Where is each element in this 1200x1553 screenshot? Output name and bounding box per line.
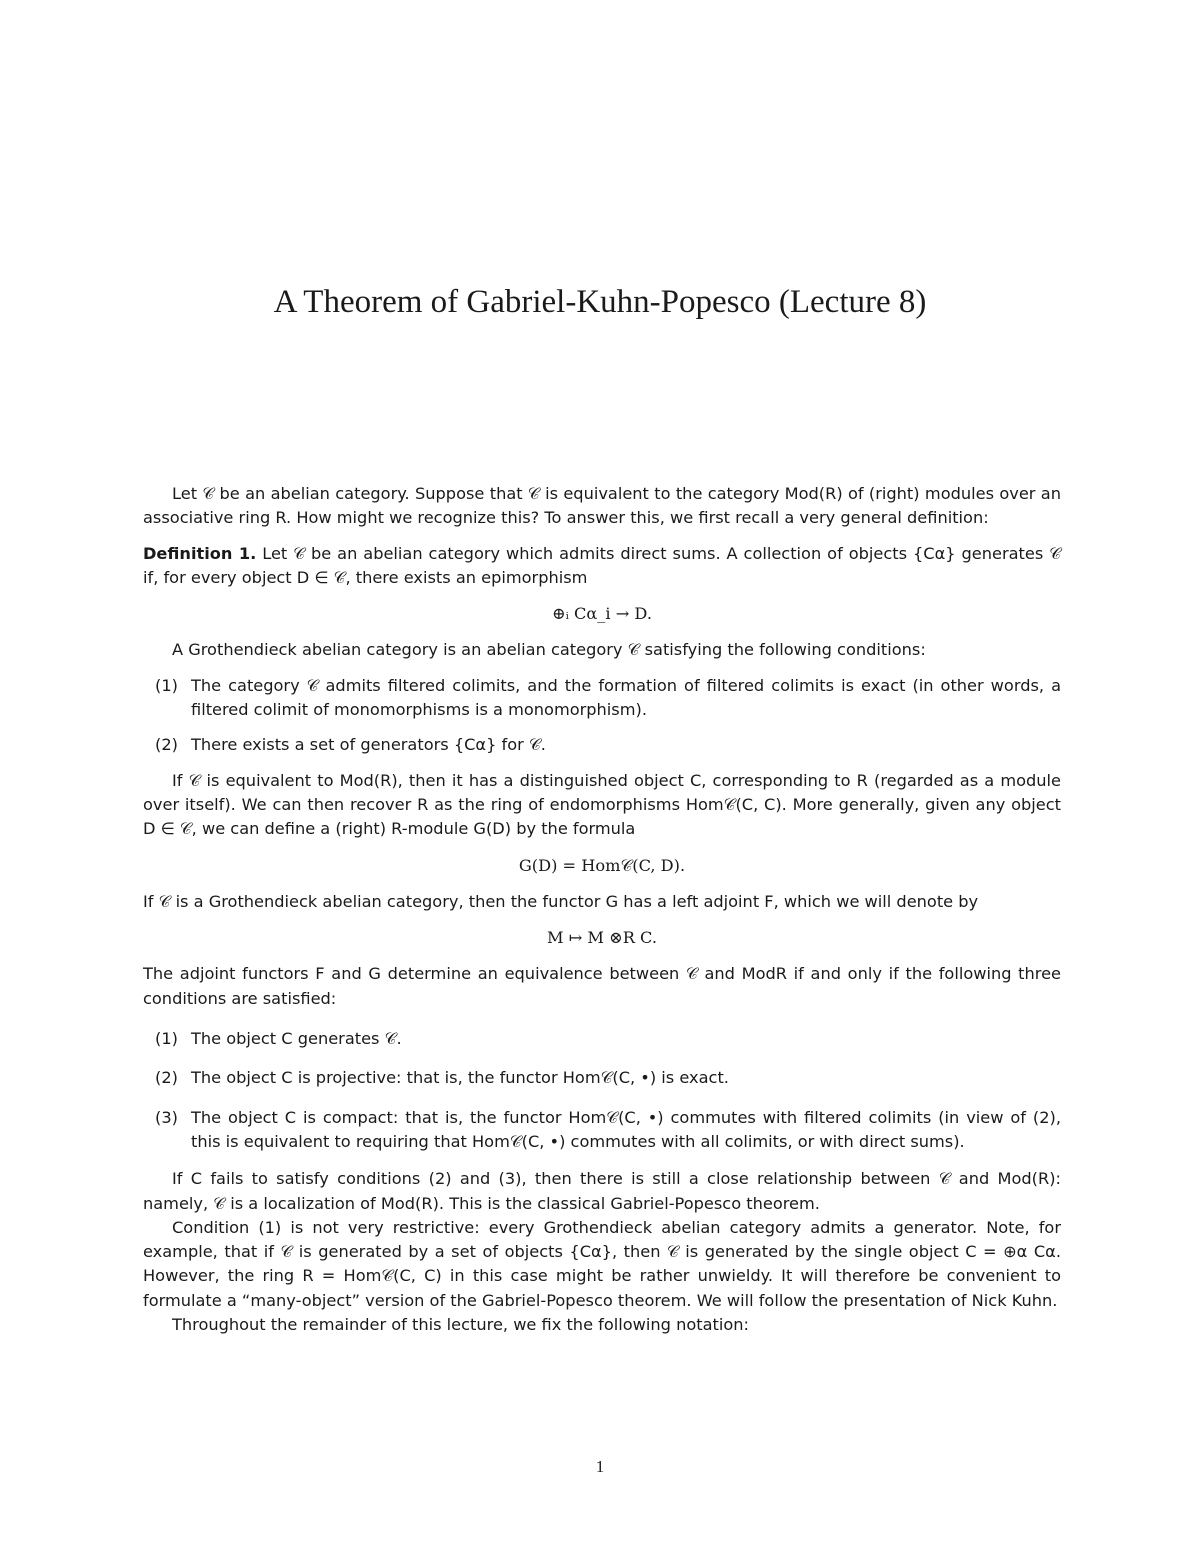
three-conditions-paragraph: The adjoint functors F and G determine an equivalence between 𝒞 and ModR if and only if the following three conditions are satisfied: [143,964,1061,1008]
adjoint-paragraph: If 𝒞 is a Grothendieck abelian category, then the functor G has a left adjoint F, which we will denote by [143,891,979,911]
three-condition-2 [143,1066,1061,1090]
three-condition-2-number: (2) [155,1068,178,1088]
body-text [143,482,1061,1337]
equation-tensor: M ↦ M ⊗R C. [546,928,657,948]
intro-paragraph: Let 𝒞 be an abelian category. Suppose that 𝒞 is equivalent to the category Mod(R) of (right) modules over an associative ring R. How might we recognize this? To answer this, we first recall a very general definition: [143,484,1061,528]
definition-paragraph [143,542,1061,591]
condition-1-number: (1) [155,675,178,695]
equivalence-paragraph: If 𝒞 is equivalent to Mod(R), then it has a distinguished object C, corresponding to R (regarded as a module over itself). We can then recover R as the ring of endomorphisms Hom𝒞(C, C). More generally, given any object D ∈ 𝒞, we can define a (right) R-module G(D) by the formula [143,770,1061,839]
page-number: 1 [595,1457,605,1476]
three-condition-3 [143,1106,1061,1155]
three-condition-3-text: The object C is compact: that is, the functor Hom𝒞(C, •) commutes with filtered colimits (in view of (2), this is equivalent to requiring that Hom𝒞(C, •) commutes with all colimits, or with direct sums). [191,1107,1061,1151]
condition-2-text: There exists a set of generators {Cα} for 𝒞. [191,735,546,755]
three-condition-1 [143,1027,1061,1051]
condition-2-number: (2) [155,735,178,755]
three-condition-3-number: (3) [155,1107,178,1127]
throughout-paragraph: Throughout the remainder of this lecture, we fix the following notation: [172,1315,749,1335]
page-title: A Theorem of Gabriel-Kuhn-Popesco (Lecture 8) [273,284,927,320]
grothendieck-intro: A Grothendieck abelian category is an abelian category 𝒞 satisfying the following conditions: [172,640,926,660]
definition-label: Definition 1. [143,543,257,563]
condition-1-text: The category 𝒞 admits filtered colimits, and the formation of filtered colimits is exact (in other words, a filtered colimit of monomorphisms is a monomorphism). [191,675,1061,720]
fails-paragraph: If C fails to satisfy conditions (2) and (3), then there is still a close relationship between 𝒞 and Mod(R): namely, 𝒞 is a localization of Mod(R). This is the classical Gabriel-Popesco theorem. [143,1169,1061,1213]
condition-2 [143,733,1061,757]
equation-g-of-d: G(D) = Hom𝒞(C, D). [518,855,686,875]
definition-text: Let 𝒞 be an abelian category which admits direct sums. A collection of objects {Cα} generates 𝒞 if, for every object D ∈ 𝒞, there exists an epimorphism [143,543,1062,587]
condition-one-paragraph: Condition (1) is not very restrictive: every Grothendieck abelian category admits a generator. Note, for example, that if 𝒞 is generated by a set of objects {Cα}, then 𝒞 is generated by the single object C = ⊕α Cα. However, the ring R = Hom𝒞(C, C) in this case might be rather unwieldy. It will therefore be convenient to formulate a “many-object” version of the Gabriel-Popesco theorem. We will follow the presentation of Nick Kuhn. [143,1217,1061,1310]
three-condition-1-text: The object C generates 𝒞. [191,1029,402,1049]
condition-1 [143,674,1061,723]
three-condition-1-number: (1) [155,1029,178,1049]
equation-epimorphism: ⊕ᵢ Cα_i → D. [552,604,652,624]
three-condition-2-text: The object C is projective: that is, the functor Hom𝒞(C, •) is exact. [191,1068,729,1088]
